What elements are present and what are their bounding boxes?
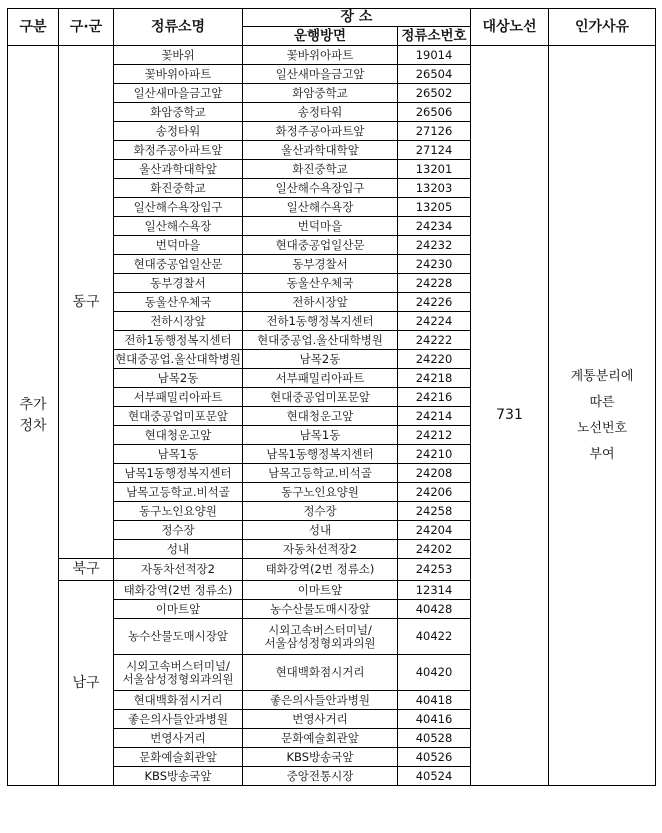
stop-name-cell: 화진중학교	[114, 179, 243, 198]
stop-name-cell: 남목2동	[114, 369, 243, 388]
direction-cell: 문화예술회관앞	[243, 729, 398, 748]
header-stop-name: 정류소명	[114, 9, 243, 46]
stop-name-cell: 남목고등학교.비석골	[114, 483, 243, 502]
header-stop-number: 정류소번호	[398, 27, 471, 46]
stop-name-cell: 동구노인요양원	[114, 502, 243, 521]
stop-number-cell: 13203	[398, 179, 471, 198]
direction-cell: 남목고등학교.비석골	[243, 464, 398, 483]
header-reason: 인가사유	[549, 9, 656, 46]
category-cell: 추가 정차	[8, 46, 59, 786]
route-stop-table	[7, 8, 656, 786]
direction-cell: 꽃바위아파트	[243, 46, 398, 65]
stop-number-cell: 24226	[398, 293, 471, 312]
direction-cell: 남목2동	[243, 350, 398, 369]
direction-cell: 자동차선적장2	[243, 540, 398, 559]
stop-name-cell: 꽃바위	[114, 46, 243, 65]
direction-cell: 동부경찰서	[243, 255, 398, 274]
stop-name-cell: 자동차선적장2	[114, 559, 243, 581]
direction-cell: KBS방송국앞	[243, 748, 398, 767]
stop-name-cell: 현대중공업일산문	[114, 255, 243, 274]
header-district: 구·군	[59, 9, 114, 46]
stop-number-cell: 26504	[398, 65, 471, 84]
stop-name-cell: 서부패밀리아파트	[114, 388, 243, 407]
stop-number-cell: 13205	[398, 198, 471, 217]
stop-number-cell: 24210	[398, 445, 471, 464]
stop-name-cell: 화정주공아파트앞	[114, 141, 243, 160]
stop-number-cell: 24204	[398, 521, 471, 540]
direction-cell: 화정주공아파트앞	[243, 122, 398, 141]
stop-name-cell: 전하시장앞	[114, 312, 243, 331]
stop-number-cell: 40420	[398, 655, 471, 691]
stop-number-cell: 19014	[398, 46, 471, 65]
stop-name-cell: 번덕마을	[114, 236, 243, 255]
stop-name-cell: 성내	[114, 540, 243, 559]
direction-cell: 중앙전통시장	[243, 767, 398, 786]
direction-cell: 번영사거리	[243, 710, 398, 729]
stop-name-cell: 번영사거리	[114, 729, 243, 748]
direction-cell: 현대백화점시거리	[243, 655, 398, 691]
direction-cell: 현대중공업.울산대학병원	[243, 331, 398, 350]
stop-number-cell: 24212	[398, 426, 471, 445]
direction-cell: 성내	[243, 521, 398, 540]
stop-name-cell: 일산새마을금고앞	[114, 84, 243, 103]
stop-number-cell: 24253	[398, 559, 471, 581]
direction-cell: 번덕마을	[243, 217, 398, 236]
stop-number-cell: 40422	[398, 619, 471, 655]
stop-name-cell: 현대중공업.울산대학병원	[114, 350, 243, 369]
stop-name-cell: KBS방송국앞	[114, 767, 243, 786]
stop-name-cell: 동울산우체국	[114, 293, 243, 312]
direction-cell: 송정타워	[243, 103, 398, 122]
stop-number-cell: 26502	[398, 84, 471, 103]
direction-cell: 동울산우체국	[243, 274, 398, 293]
direction-cell: 현대청운고앞	[243, 407, 398, 426]
direction-cell: 전하1동행정복지센터	[243, 312, 398, 331]
direction-cell: 일산새마을금고앞	[243, 65, 398, 84]
reason-cell: 계통분리에 따른 노선번호 부여	[549, 46, 656, 786]
direction-cell: 남목1동행정복지센터	[243, 445, 398, 464]
stop-number-cell: 24232	[398, 236, 471, 255]
stop-name-cell: 꽃바위아파트	[114, 65, 243, 84]
stop-name-cell: 일산해수욕장	[114, 217, 243, 236]
stop-number-cell: 13201	[398, 160, 471, 179]
stop-number-cell: 24216	[398, 388, 471, 407]
stop-name-cell: 송정타워	[114, 122, 243, 141]
direction-cell: 서부패밀리아파트	[243, 369, 398, 388]
stop-number-cell: 12314	[398, 581, 471, 600]
direction-cell: 전하시장앞	[243, 293, 398, 312]
direction-cell: 일산해수욕장	[243, 198, 398, 217]
stop-number-cell: 27124	[398, 141, 471, 160]
stop-name-cell: 문화예술회관앞	[114, 748, 243, 767]
table-row	[8, 46, 656, 65]
stop-number-cell: 24218	[398, 369, 471, 388]
direction-cell: 울산과학대학앞	[243, 141, 398, 160]
stop-name-cell: 동부경찰서	[114, 274, 243, 293]
header-category: 구분	[8, 9, 59, 46]
stop-name-cell: 울산과학대학앞	[114, 160, 243, 179]
direction-cell: 좋은의사들안과병원	[243, 691, 398, 710]
header-direction: 운행방면	[243, 27, 398, 46]
stop-number-cell: 40524	[398, 767, 471, 786]
header-route: 대상노선	[471, 9, 549, 46]
stop-name-cell: 태화강역(2번 정류소)	[114, 581, 243, 600]
stop-name-cell: 일산해수욕장입구	[114, 198, 243, 217]
stop-name-cell: 화암중학교	[114, 103, 243, 122]
direction-cell: 현대중공업미포문앞	[243, 388, 398, 407]
stop-name-cell: 현대백화점시거리	[114, 691, 243, 710]
stop-number-cell: 24206	[398, 483, 471, 502]
district-cell: 동구	[59, 46, 114, 559]
direction-cell: 태화강역(2번 정류소)	[243, 559, 398, 581]
stop-name-cell: 남목1동	[114, 445, 243, 464]
direction-cell: 남목1동	[243, 426, 398, 445]
stop-name-cell: 시외고속버스터미널/ 서울삼성정형외과의원	[114, 655, 243, 691]
stop-name-cell: 현대청운고앞	[114, 426, 243, 445]
district-cell: 북구	[59, 559, 114, 581]
stop-number-cell: 24258	[398, 502, 471, 521]
stop-number-cell: 24228	[398, 274, 471, 293]
stop-number-cell: 26506	[398, 103, 471, 122]
direction-cell: 일산해수욕장입구	[243, 179, 398, 198]
stop-number-cell: 24202	[398, 540, 471, 559]
district-cell: 남구	[59, 581, 114, 786]
direction-cell: 화진중학교	[243, 160, 398, 179]
direction-cell: 동구노인요양원	[243, 483, 398, 502]
stop-number-cell: 24224	[398, 312, 471, 331]
stop-number-cell: 24208	[398, 464, 471, 483]
stop-number-cell: 40526	[398, 748, 471, 767]
direction-cell: 정수장	[243, 502, 398, 521]
header-location: 장 소	[243, 9, 471, 27]
stop-name-cell: 정수장	[114, 521, 243, 540]
stop-name-cell: 좋은의사들안과병원	[114, 710, 243, 729]
stop-number-cell: 40416	[398, 710, 471, 729]
route-cell: 731	[471, 46, 549, 786]
stop-name-cell: 전하1동행정복지센터	[114, 331, 243, 350]
stop-number-cell: 40528	[398, 729, 471, 748]
stop-name-cell: 현대중공업미포문앞	[114, 407, 243, 426]
stop-number-cell: 40418	[398, 691, 471, 710]
direction-cell: 화암중학교	[243, 84, 398, 103]
stop-number-cell: 40428	[398, 600, 471, 619]
stop-name-cell: 농수산물도매시장앞	[114, 619, 243, 655]
direction-cell: 시외고속버스터미널/ 서울삼성정형외과의원	[243, 619, 398, 655]
stop-number-cell: 24234	[398, 217, 471, 236]
stop-number-cell: 27126	[398, 122, 471, 141]
direction-cell: 이마트앞	[243, 581, 398, 600]
direction-cell: 농수산물도매시장앞	[243, 600, 398, 619]
direction-cell: 현대중공업일산문	[243, 236, 398, 255]
stop-name-cell: 이마트앞	[114, 600, 243, 619]
stop-number-cell: 24220	[398, 350, 471, 369]
stop-number-cell: 24222	[398, 331, 471, 350]
stop-number-cell: 24214	[398, 407, 471, 426]
stop-number-cell: 24230	[398, 255, 471, 274]
stop-name-cell: 남목1동행정복지센터	[114, 464, 243, 483]
